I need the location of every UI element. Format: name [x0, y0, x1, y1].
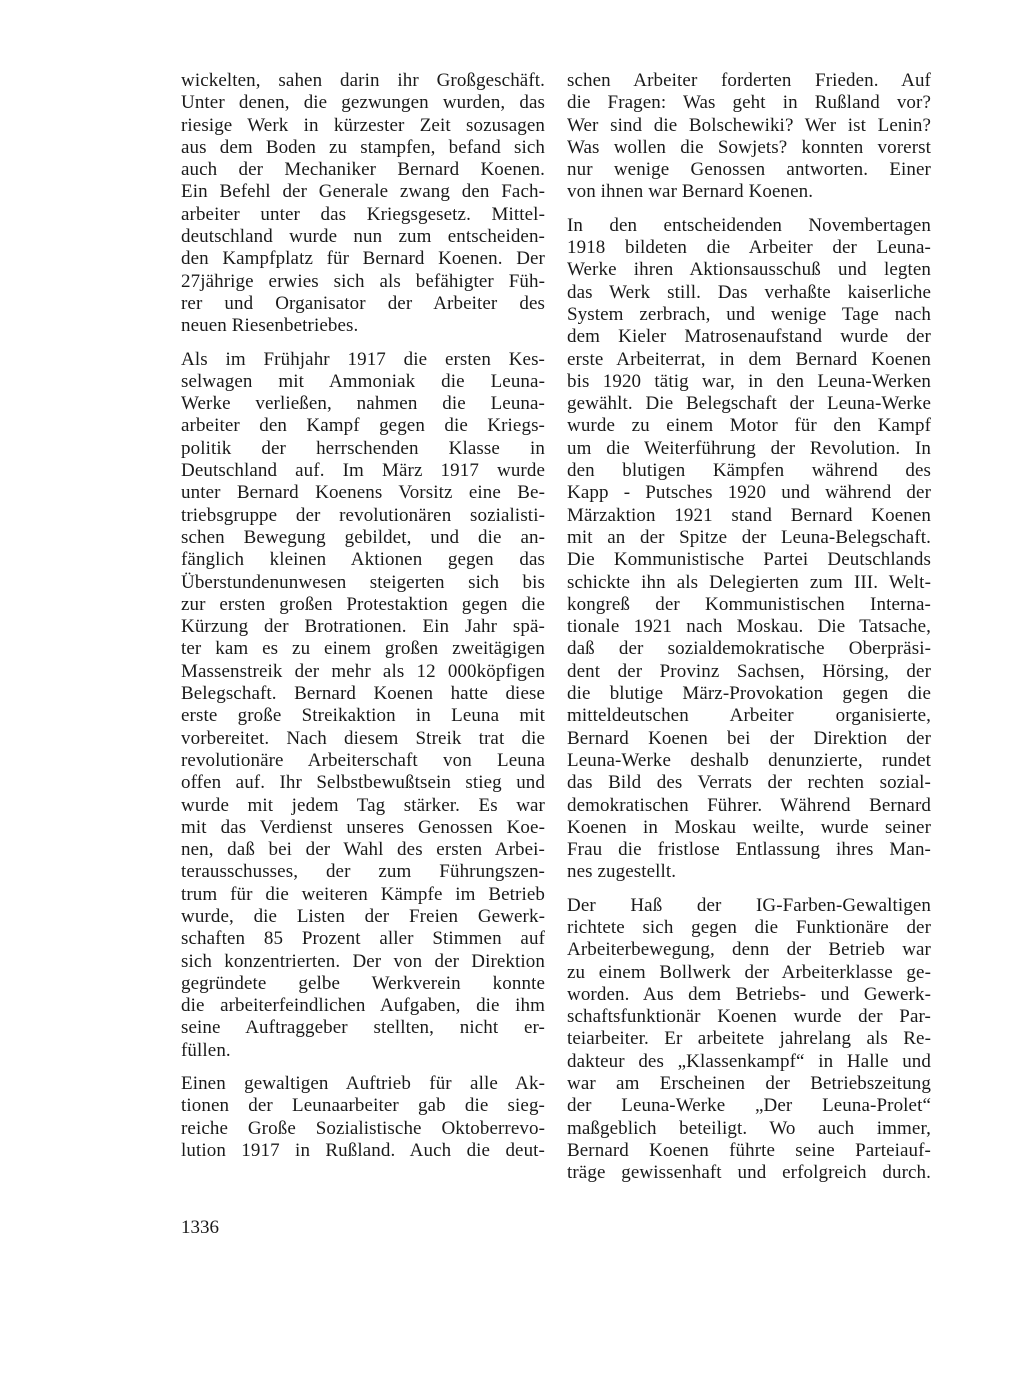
text-line: trum für die weiteren Kämpfe im Betrieb: [181, 883, 545, 905]
text-line: die blutige März-Provokation gegen die: [567, 683, 931, 705]
text-line: Frau die fristlose Entlassung ihres Man-: [567, 839, 931, 861]
text-line: Bernard Koenen bei der Direktion der: [567, 727, 931, 749]
paragraph: [567, 215, 931, 884]
text-line: maßgeblich beteiligt. Wo auch immer,: [567, 1117, 931, 1139]
text-line: Unter denen, die gezwungen wurden, das: [181, 92, 545, 114]
text-line: die arbeiterfeindlichen Aufgaben, die ihm: [181, 995, 545, 1017]
paragraph: [181, 349, 545, 1063]
text-line: um die Weiterführung der Revolution. In: [567, 437, 931, 459]
text-line: Ein Befehl der Generale zwang den Fach-: [181, 181, 545, 203]
text-line: nur wenige Genossen antworten. Einer: [567, 159, 931, 181]
text-line: Bernard Koenen führte seine Parteiauf-: [567, 1139, 931, 1161]
text-line: tionale 1921 nach Moskau. Die Tatsache,: [567, 616, 931, 638]
text-line: dakteur des „Klassenkampf“ in Halle und: [567, 1050, 931, 1072]
text-line: das Werk still. Das verhaßte kaiserliche: [567, 281, 931, 303]
text-line: das Bild des Verrats der rechten sozial-: [567, 772, 931, 794]
text-line: dent der Provinz Sachsen, Hörsing, der: [567, 660, 931, 682]
text-line: Massenstreik der mehr als 12 000köpfigen: [181, 660, 545, 682]
text-line: den Kampfplatz für Bernard Koenen. Der: [181, 248, 545, 270]
text-line: Einen gewaltigen Auftrieb für alle Ak-: [181, 1073, 545, 1095]
text-line: nen, daß bei der Wahl des ersten Arbei-: [181, 839, 545, 861]
text-line: zu einem Bollwerk der Arbeiterklasse ge-: [567, 961, 931, 983]
text-line: richtete sich gegen die Funktionäre der: [567, 916, 931, 938]
text-line: aus dem Boden zu stampfen, befand sich: [181, 136, 545, 158]
right-column: [567, 70, 931, 1185]
text-line: wurde mit jedem Tag stärker. Es war: [181, 794, 545, 816]
text-line: kongreß der Kommunistischen Interna-: [567, 593, 931, 615]
text-line: Was wollen die Sowjets? konnten vorerst: [567, 136, 931, 158]
text-line: unter Bernard Koenens Vorsitz eine Be-: [181, 482, 545, 504]
text-line: dem Kieler Matrosenaufstand wurde der: [567, 326, 931, 348]
text-line: Wer sind die Bolschewiki? Wer ist Lenin?: [567, 114, 931, 136]
text-line: schickte ihn als Delegierten zum III. Welt-: [567, 571, 931, 593]
text-line: mit an der Spitze der Leuna-Belegschaft.: [567, 526, 931, 548]
text-line: Als im Frühjahr 1917 die ersten Kes-: [181, 348, 545, 370]
paragraph: [567, 895, 931, 1185]
text-line: mit das Verdienst unseres Genossen Koe-: [181, 816, 545, 838]
text-line: daß der sozialdemokratische Oberpräsi-: [567, 638, 931, 660]
text-line: In den entscheidenden Novembertagen: [567, 214, 931, 236]
text-line: demokratischen Führer. Während Bernard: [567, 794, 931, 816]
text-line: füllen.: [181, 1039, 231, 1061]
text-line: riesige Werk in kürzester Zeit sozusagen: [181, 114, 545, 136]
text-line: 1918 bildeten die Arbeiter der Leuna-: [567, 237, 931, 259]
text-line: ter kam es zu einem großen zweitägigen: [181, 638, 545, 660]
text-line: schen Arbeiter forderten Frieden. Auf: [567, 70, 931, 91]
text-line: schaftsfunktionär Koenen wurde der Par-: [567, 1006, 931, 1028]
text-line: war am Erscheinen der Betriebszeitung: [567, 1073, 931, 1095]
text-line: revolutionäre Arbeiterschaft von Leuna: [181, 749, 545, 771]
text-line: Die Kommunistische Partei Deutschlands: [567, 549, 931, 571]
text-line: vorbereitet. Nach diesem Streik trat die: [181, 727, 545, 749]
text-line: der Leuna-Werke „Der Leuna-Prolet“: [567, 1095, 931, 1117]
text-line: worden. Aus dem Betriebs- und Gewerk-: [567, 983, 931, 1005]
text-line: offen auf. Ihr Selbstbewußtsein stieg und: [181, 772, 545, 794]
text-line: wickelten, sahen darin ihr Großgeschäft.: [181, 70, 545, 91]
paragraph: [181, 1073, 545, 1162]
text-line: reiche Große Sozialistische Oktoberrevo-: [181, 1117, 545, 1139]
text-line: den blutigen Kämpfen während des: [567, 460, 931, 482]
text-line: Kapp - Putsches 1920 und während der: [567, 482, 931, 504]
text-line: träge gewissenhaft und erfolgreich durch.: [567, 1162, 931, 1184]
text-line: schen Bewegung gebildet, und die an-: [181, 526, 545, 548]
paragraph: [567, 70, 931, 204]
paragraph: [181, 70, 545, 338]
text-line: schaften 85 Prozent aller Stimmen auf: [181, 928, 545, 950]
text-line: gegründete gelbe Werkverein konnte: [181, 972, 545, 994]
text-line: mitteldeutschen Arbeiter organisierte,: [567, 705, 931, 727]
text-line: teiarbeiter. Er arbeitete jahrelang als Re-: [567, 1028, 931, 1050]
text-line: sich konzentrierten. Der von der Direktion: [181, 950, 545, 972]
text-line: arbeiter den Kampf gegen die Kriegs-: [181, 415, 545, 437]
text-line: von ihnen war Bernard Koenen.: [567, 181, 814, 203]
text-line: Werke verließen, nahmen die Leuna-: [181, 393, 545, 415]
text-line: selwagen mit Ammoniak die Leuna-: [181, 370, 545, 392]
text-line: System zerbrach, und wenige Tage nach: [567, 303, 931, 325]
text-line: wurde zu einem Motor für den Kampf: [567, 415, 931, 437]
text-line: die Fragen: Was geht in Rußland vor?: [567, 92, 931, 114]
left-column: [181, 70, 545, 1162]
text-line: lution 1917 in Rußland. Auch die deut-: [181, 1139, 545, 1161]
text-line: terausschusses, der zum Führungszen-: [181, 861, 545, 883]
text-line: Koenen in Moskau weilte, wurde seiner: [567, 816, 931, 838]
text-line: Belegschaft. Bernard Koenen hatte diese: [181, 683, 545, 705]
text-line: Der Haß der IG-Farben-Gewaltigen: [567, 894, 931, 916]
text-line: seine Auftraggeber stellten, nicht er-: [181, 1017, 545, 1039]
text-line: erste Arbeiterrat, in dem Bernard Koenen: [567, 348, 931, 370]
text-line: Leuna-Werke deshalb denunzierte, rundet: [567, 749, 931, 771]
text-line: Werke ihren Aktionsausschuß und legten: [567, 259, 931, 281]
text-line: fänglich kleinen Aktionen gegen das: [181, 549, 545, 571]
text-line: rer und Organisator der Arbeiter des: [181, 292, 545, 314]
page-number: 1336: [181, 1217, 219, 1238]
text-line: 27jährige erwies sich als befähigter Füh-: [181, 270, 545, 292]
text-line: gewählt. Die Belegschaft der Leuna-Werke: [567, 393, 931, 415]
text-line: neuen Riesenbetriebes.: [181, 315, 359, 337]
text-line: arbeiter unter das Kriegsgesetz. Mittel-: [181, 203, 545, 225]
text-line: wurde, die Listen der Freien Gewerk-: [181, 905, 545, 927]
text-line: Überstundenunwesen steigerten sich bis: [181, 571, 545, 593]
text-line: Arbeiterbewegung, denn der Betrieb war: [567, 939, 931, 961]
text-line: Kürzung der Brotrationen. Ein Jahr spä-: [181, 616, 545, 638]
text-line: erste große Streikaktion in Leuna mit: [181, 705, 545, 727]
text-line: politik der herrschenden Klasse in: [181, 437, 545, 459]
text-line: triebsgruppe der revolutionären sozialisti-: [181, 504, 545, 526]
text-line: deutschland wurde nun zum entscheiden-: [181, 226, 545, 248]
text-line: tionen der Leunaarbeiter gab die sieg-: [181, 1095, 545, 1117]
text-line: Märzaktion 1921 stand Bernard Koenen: [567, 504, 931, 526]
text-line: nes zugestellt.: [567, 861, 677, 883]
text-line: bis 1920 tätig war, in den Leuna-Werken: [567, 370, 931, 392]
text-line: zur ersten großen Protestaktion gegen die: [181, 593, 545, 615]
text-line: Deutschland auf. Im März 1917 wurde: [181, 460, 545, 482]
text-line: auch der Mechaniker Bernard Koenen.: [181, 159, 545, 181]
